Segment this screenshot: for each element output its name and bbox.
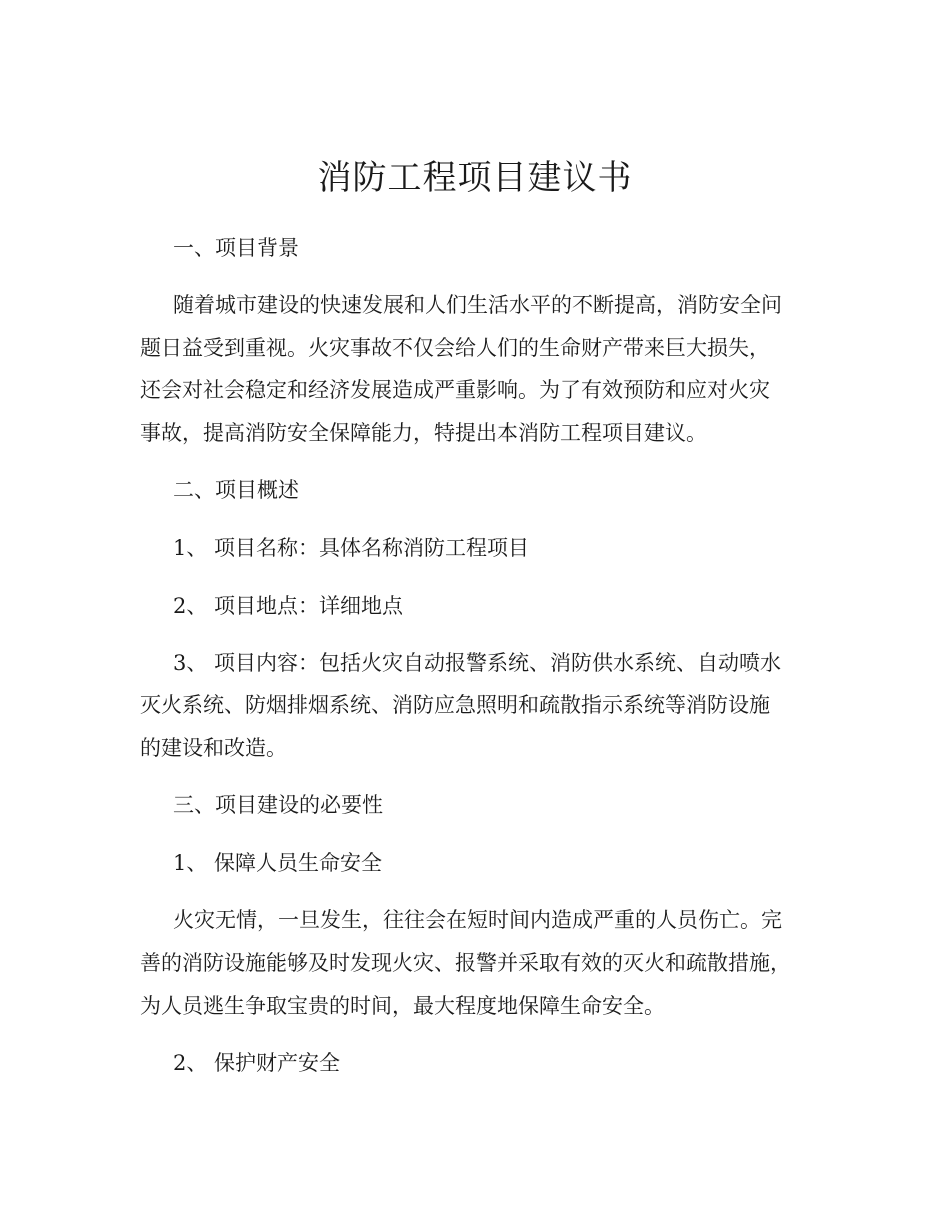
list-item-project-location: 2、 项目地点：详细地点 xyxy=(173,594,404,618)
paragraph-line: 灭火系统、防烟排烟系统、消防应急照明和疏散指示系统等消防设施 xyxy=(140,693,770,717)
list-item-project-name: 1、 项目名称：具体名称消防工程项目 xyxy=(173,536,530,560)
document-title: 消防工程项目建议书 xyxy=(317,158,633,198)
paragraph-line: 事故，提高消防安全保障能力，特提出本消防工程项目建议。 xyxy=(140,421,707,445)
paragraph-line: 题日益受到重视。火灾事故不仅会给人们的生命财产带来巨大损失， xyxy=(140,336,770,360)
section-heading-overview: 二、项目概述 xyxy=(173,478,299,502)
paragraph-line: 的建设和改造。 xyxy=(140,736,287,760)
section-heading-background: 一、项目背景 xyxy=(173,236,299,260)
paragraph-line: 还会对社会稳定和经济发展造成严重影响。为了有效预防和应对火灾 xyxy=(140,378,770,402)
section-heading-necessity: 三、项目建设的必要性 xyxy=(173,793,383,817)
paragraph-line: 火灾无情，一旦发生，往往会在短时间内造成严重的人员伤亡。完 xyxy=(173,908,782,932)
subsection-heading-property-safety: 2、 保护财产安全 xyxy=(173,1051,341,1075)
list-item-project-content: 3、 项目内容：包括火灾自动报警系统、消防供水系统、自动喷水 xyxy=(173,651,782,675)
paragraph-line: 善的消防设施能够及时发现火灾、报警并采取有效的灭火和疏散措施， xyxy=(140,951,791,975)
paragraph-line: 为人员逃生争取宝贵的时间，最大程度地保障生命安全。 xyxy=(140,994,665,1018)
subsection-heading-life-safety: 1、 保障人员生命安全 xyxy=(173,851,383,875)
paragraph-line: 随着城市建设的快速发展和人们生活水平的不断提高，消防安全问 xyxy=(173,293,782,317)
